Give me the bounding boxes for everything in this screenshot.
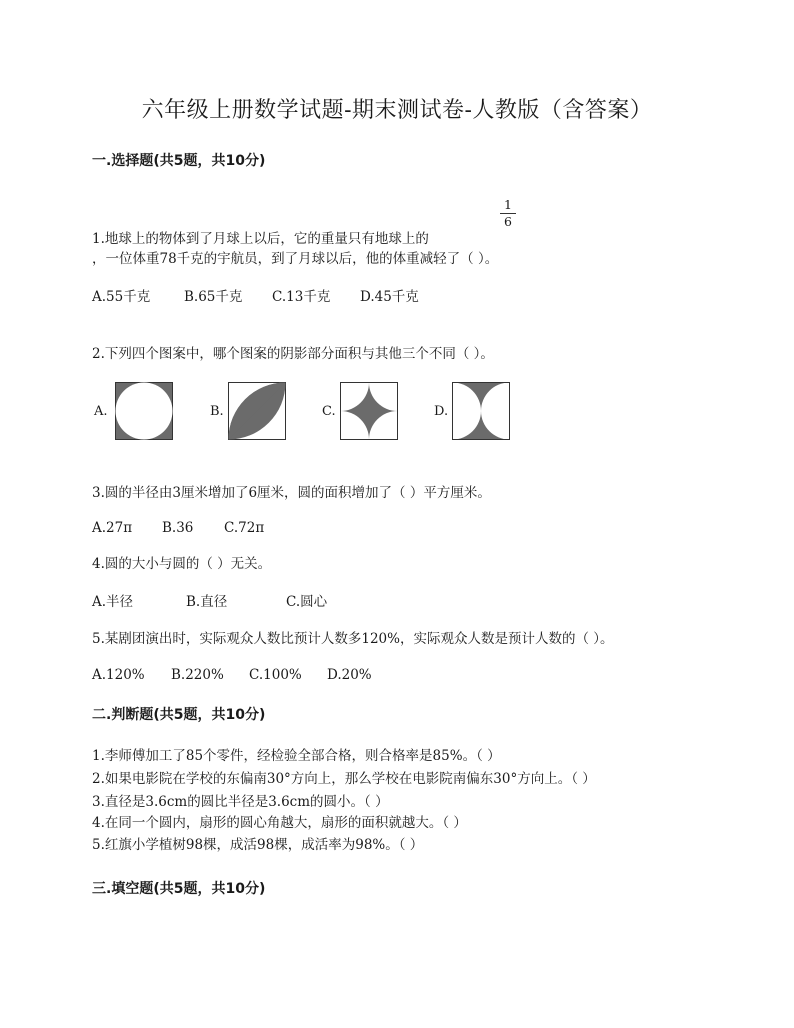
judgement-item: 2.如果电影院在学校的东偏南30°方向上，那么学校在电影院南偏东30°方向上。（ ） <box>92 771 596 787</box>
question-5-text: 5.某剧团演出时，实际观众人数比预计人数多120%，实际观众人数是预计人数的（ ）。 <box>92 631 614 647</box>
judgement-item: 4.在同一个圆内，扇形的圆心角越大，扇形的面积就越大。（ ） <box>92 815 467 831</box>
option-a: A.27π <box>92 520 133 536</box>
figure-b-quarter-arcs <box>228 382 286 440</box>
question-4-options <box>92 590 327 610</box>
option-d: D.45千克 <box>360 289 419 305</box>
option-d: D.20% <box>327 667 372 683</box>
question-1-options <box>92 285 419 305</box>
option-c: C.圆心 <box>286 594 328 610</box>
question-4-text: 4.圆的大小与圆的（ ）无关。 <box>92 556 272 572</box>
question-5-options <box>92 664 372 683</box>
figure-b-label: B. <box>210 404 224 419</box>
option-a: A.55千克 <box>92 289 151 305</box>
option-b: B.65千克 <box>184 289 243 305</box>
option-b: B.220% <box>171 667 224 683</box>
figure-c-label: C. <box>322 404 336 419</box>
figure-c-star-shape <box>340 382 398 440</box>
option-b: B.36 <box>162 520 194 536</box>
section-heading-fill-blank: 三.填空题(共5题，共10分) <box>92 881 266 897</box>
page-title: 六年级上册数学试题-期末测试卷-人教版（含答案） <box>141 98 653 123</box>
question-1-line-2: ，一位体重78千克的宇航员，到了月球以后，他的体重减轻了（ ）。 <box>92 251 499 267</box>
question-2-text: 2.下列四个图案中，哪个图案的阴影部分面积与其他三个不同（ ）。 <box>92 346 494 362</box>
figure-d-half-circles <box>452 382 510 440</box>
question-3-options <box>92 517 264 536</box>
question-3-text: 3.圆的半径由3厘米增加了6厘米，圆的面积增加了（ ）平方厘米。 <box>92 485 491 501</box>
option-c: C.13千克 <box>272 289 331 305</box>
figure-a-label: A. <box>94 404 108 419</box>
figure-a-circle-in-square <box>115 382 173 440</box>
judgement-item: 3.直径是3.6cm的圆比半径是3.6cm的圆小。（ ） <box>92 794 389 810</box>
fraction-numerator: 1 <box>504 197 512 212</box>
judgement-item: 1.李师傅加工了85个零件，经检验全部合格，则合格率是85%。（ ） <box>92 748 501 764</box>
section-heading-true-false: 二.判断题(共5题，共10分) <box>92 707 266 723</box>
option-c: C.72π <box>224 520 265 536</box>
judgement-item: 5.红旗小学植树98棵，成活98棵，成活率为98%。（ ） <box>92 837 424 853</box>
option-a: A.120% <box>92 667 145 683</box>
question-1-line-1: 1.地球上的物体到了月球上以后，它的重量只有地球上的 <box>92 231 429 247</box>
option-c: C.100% <box>249 667 302 683</box>
option-b: B.直径 <box>186 594 228 610</box>
section-heading-choice: 一.选择题(共5题，共10分) <box>92 153 266 169</box>
option-a: A.半径 <box>92 594 134 610</box>
figure-d-label: D. <box>434 404 449 419</box>
fraction-denominator: 6 <box>504 214 512 229</box>
fraction-one-sixth <box>498 198 518 229</box>
